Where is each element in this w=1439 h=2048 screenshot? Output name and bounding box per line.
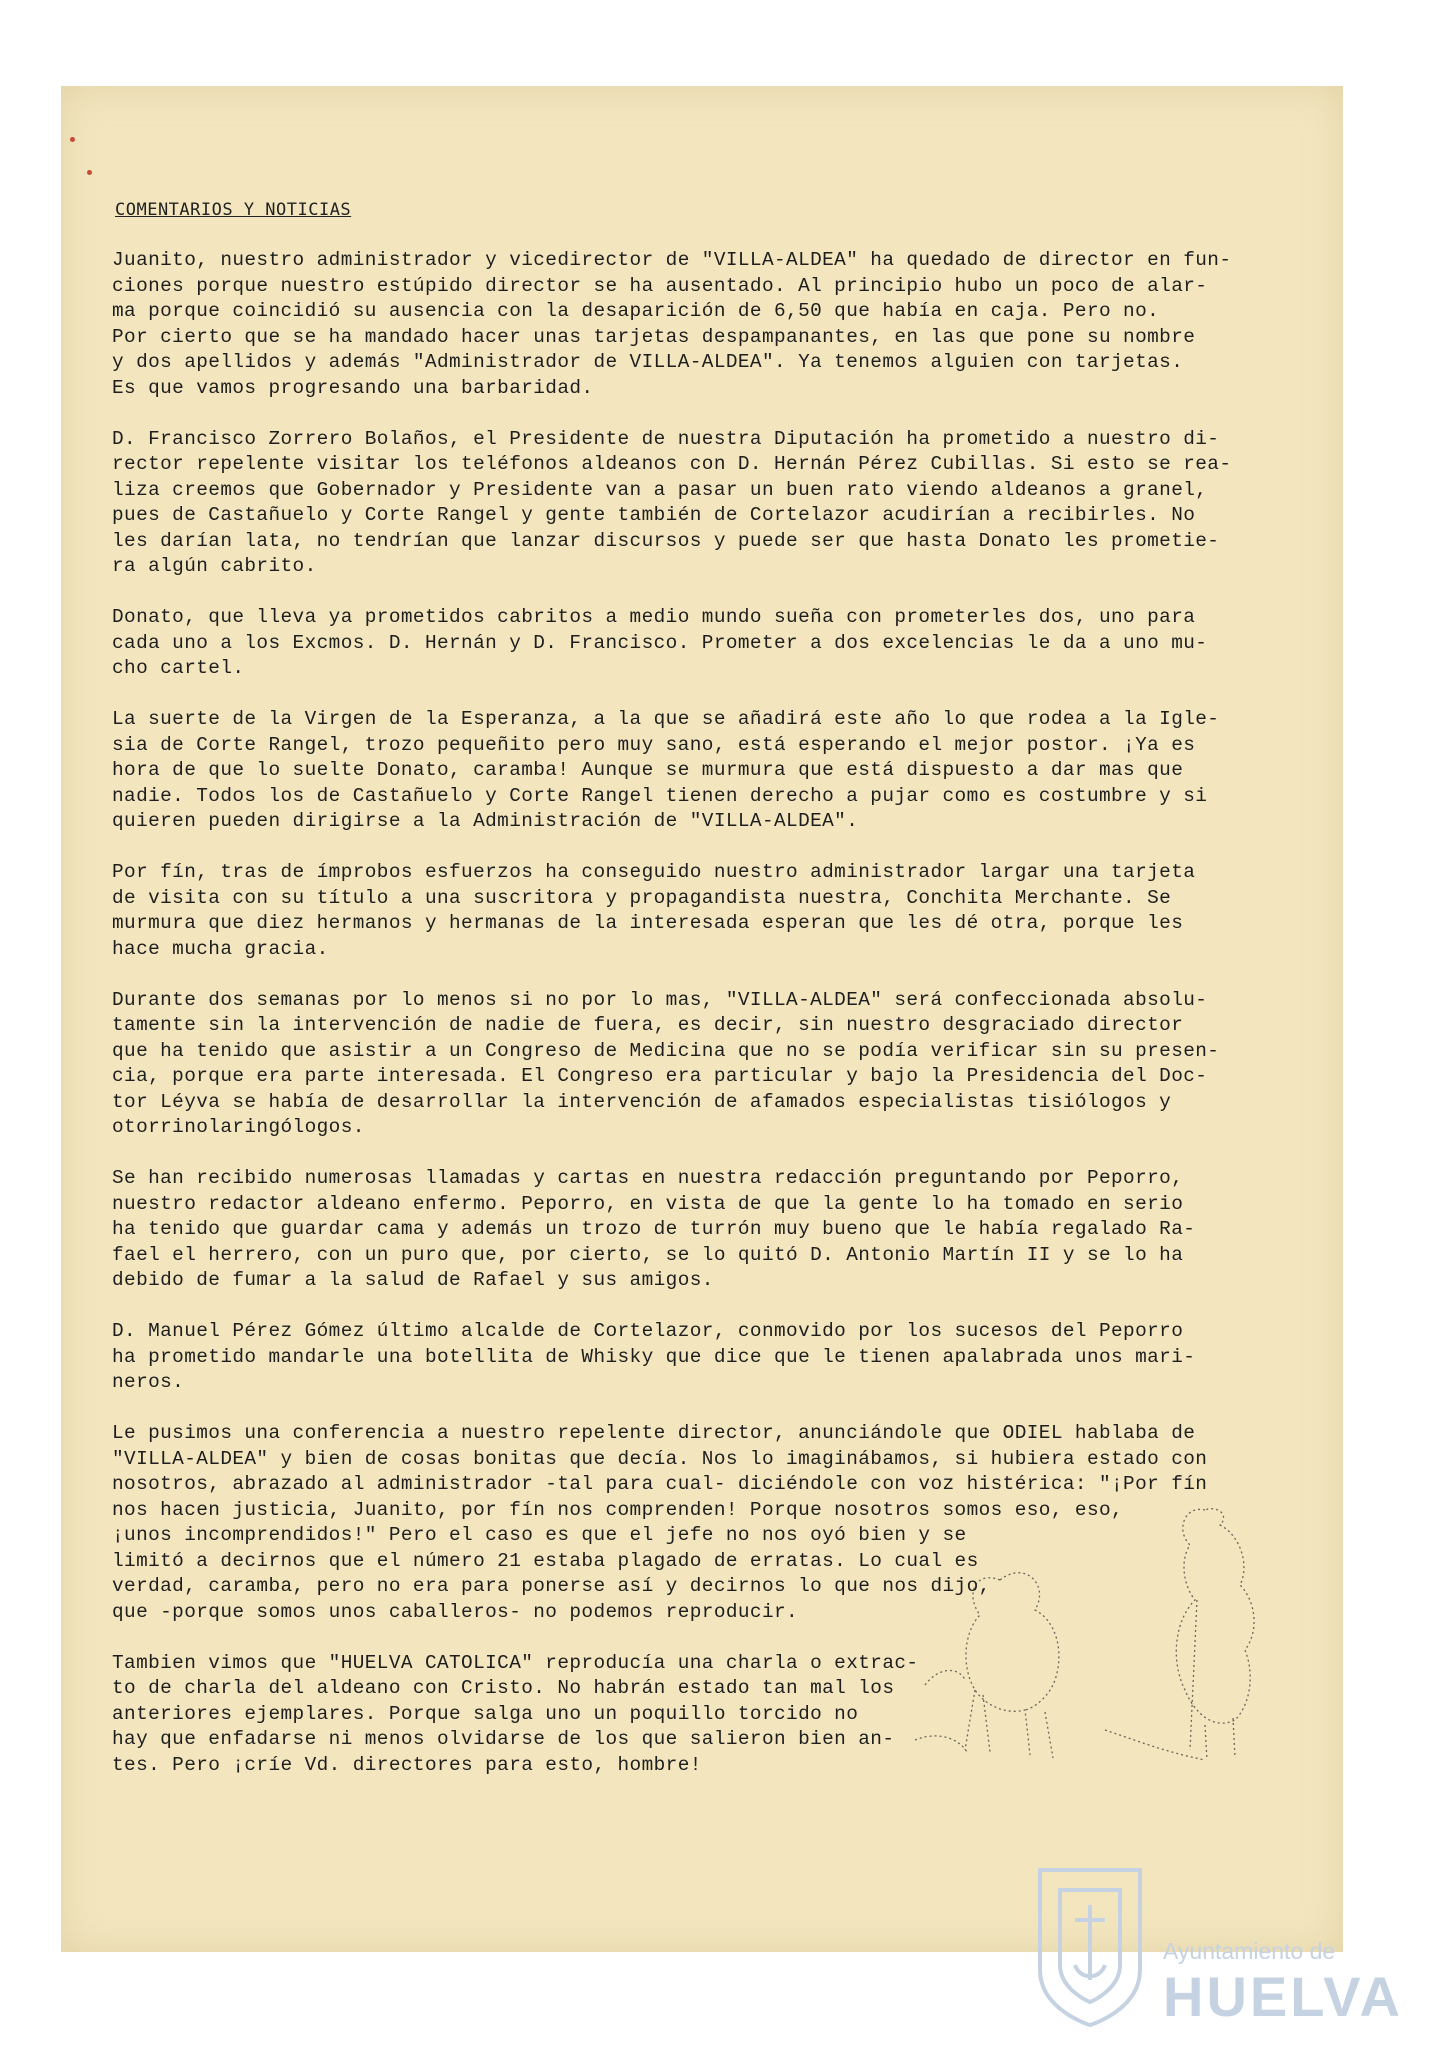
text-line: ha tenido que guardar cama y además un trozo de turrón muy bueno que le había regalado Ra- (112, 1218, 1196, 1240)
article-paragraph (112, 1319, 1262, 1396)
text-line: pues de Castañuelo y Corte Rangel y gente también de Cortelazor acudirían a recibirles. No (112, 504, 1196, 526)
article-paragraph (112, 427, 1262, 580)
text-line: quieren pueden dirigirse a la Administración de "VILLA-ALDEA". (112, 810, 859, 832)
text-line: ¡unos incomprendidos!" Pero el caso es que el jefe no nos oyó bien y se (112, 1524, 967, 1546)
text-line: limitó a decirnos que el número 21 estaba plagado de erratas. Lo cual es (112, 1549, 979, 1572)
text-line: nadie. Todos los de Castañuelo y Corte Rangel tienen derecho a pujar como es costumbre y si (112, 784, 1208, 807)
text-line: liza creemos que Gobernador y Presidente van a pasar un buen rato viendo aldeanos a granel, (112, 478, 1208, 501)
text-line: murmura que diez hermanos y hermanas de la interesada esperan que les dé otra, porque les (112, 912, 1184, 934)
text-line: nos hacen justicia, Juanito, por fín nos comprenden! Porque nosotros somos eso, eso, (112, 1498, 1124, 1521)
text-line: y dos apellidos y además "Administrador de VILLA-ALDEA". Ya tenemos alguien con tarjetas. (112, 351, 1184, 373)
text-line: cho cartel. (112, 657, 245, 679)
watermark-city: HUELVA (1163, 1965, 1403, 2028)
text-line: Durante dos semanas por lo menos si no por lo mas, "VILLA-ALDEA" será confeccionada absolu- (112, 988, 1208, 1011)
text-line: Por fín, tras de ímprobos esfuerzos ha conseguido nuestro administrador largar una tarjeta (112, 861, 1196, 883)
text-line: anteriores ejemplares. Porque salga uno un poquillo torcido no (112, 1702, 859, 1725)
text-line: Tambien vimos que "HUELVA CATOLICA" reproducía una charla o extrac- (112, 1651, 919, 1674)
text-line: hace mucha gracia. (112, 937, 329, 960)
text-line: hora de que lo suelte Donato, caramba! Aunque se murmura que está dispuesto a dar mas que (112, 759, 1184, 781)
text-line: Es que vamos progresando una barbaridad. (112, 376, 594, 399)
text-line: rector repelente visitar los teléfonos aldeanos con D. Hernán Pérez Cubillas. Si esto se rea- (112, 453, 1232, 475)
text-line: ma porque coincidió su ausencia con la desaparición de 6,50 que había en caja. Pero no. (112, 300, 1160, 322)
page-heading: COMENTARIOS Y NOTICIAS (115, 200, 352, 220)
text-line: tor Léyva se había de desarrollar la intervención de afamados especialistas tisiólogos y (112, 1090, 1172, 1113)
watermark-label: Ayuntamiento de (1163, 1938, 1336, 1964)
article-paragraph (112, 1166, 1262, 1294)
text-line: nuestro redactor aldeano enfermo. Peporro, en vista de que la gente lo ha tomado en serio (112, 1192, 1184, 1215)
text-line: cada uno a los Excmos. D. Hernán y D. Francisco. Prometer a dos excelencias le da a uno mu- (112, 631, 1208, 654)
text-line: to de charla del aldeano con Cristo. No habrán estado tan mal los (112, 1677, 895, 1699)
text-line: Juanito, nuestro administrador y vicedirector de "VILLA-ALDEA" ha quedado de director en fun- (112, 249, 1232, 271)
punch-mark (87, 170, 92, 175)
text-line: otorrinolaringólogos. (112, 1116, 365, 1138)
text-line: tamente sin la intervención de nadie de fuera, es decir, sin nuestro desgraciado director (112, 1014, 1184, 1036)
text-line: que ha tenido que asistir a un Congreso de Medicina que no se podía verificar sin su presen- (112, 1039, 1220, 1062)
text-line: Le pusimos una conferencia a nuestro repelente director, anunciándole que ODIEL hablaba de (112, 1422, 1196, 1444)
text-line: Donato, que lleva ya prometidos cabritos a medio mundo sueña con prometerles dos, uno para (112, 606, 1196, 628)
text-line: de visita con su título a una suscritora y propagandista nuestra, Conchita Merchante. Se (112, 886, 1172, 909)
text-line: nosotros, abrazado al administrador -tal para cual- diciéndole con voz histérica: "¡Por fín (112, 1473, 1208, 1495)
text-line: les darían lata, no tendrían que lanzar discursos y puede ser que hasta Donato les prometie- (112, 529, 1220, 552)
text-line: ciones porque nuestro estúpido director se ha ausentado. Al principio hubo un poco de alar- (112, 274, 1208, 297)
text-line: Se han recibido numerosas llamadas y cartas en nuestra redacción preguntando por Peporro, (112, 1167, 1184, 1189)
text-line: "VILLA-ALDEA" y bien de cosas bonitas que decía. Nos lo imaginábamos, si hubiera estado con (112, 1447, 1208, 1470)
text-line: cia, porque era parte interesada. El Congreso era particular y bajo la Presidencia del Doc- (112, 1065, 1208, 1087)
article-paragraph (112, 248, 1262, 401)
text-line: neros. (112, 1371, 185, 1393)
text-line: fael el herrero, con un puro que, por cierto, se lo quitó D. Antonio Martín II y se lo ha (112, 1243, 1184, 1266)
article-paragraph (112, 605, 1262, 682)
text-line: sia de Corte Rangel, trozo pequeñito pero muy sano, está esperando el mejor postor. ¡Ya es (112, 733, 1196, 756)
text-line: hay que enfadarse ni menos olvidarse de los que salieron bien an- (112, 1728, 895, 1750)
text-line: ra algún cabrito. (112, 555, 317, 577)
text-line: que -porque somos unos caballeros- no podemos reproducir. (112, 1600, 799, 1623)
text-line: D. Francisco Zorrero Bolaños, el Presidente de nuestra Diputación ha prometido a nuestro di- (112, 427, 1220, 450)
text-line: ha prometido mandarle una botellita de Whisky que dice que le tienen apalabrada unos mari- (112, 1345, 1196, 1368)
text-line: Por cierto que se ha mandado hacer unas tarjetas despampanantes, en las que pone su nombre (112, 325, 1196, 348)
punch-mark (70, 137, 75, 142)
text-line: tes. Pero ¡críe Vd. directores para esto, hombre! (112, 1753, 702, 1776)
article-paragraph (112, 707, 1262, 835)
sheep-sketch-drawing (905, 1490, 1285, 1870)
text-line: debido de fumar a la salud de Rafael y sus amigos. (112, 1269, 714, 1291)
article-paragraph (112, 860, 1262, 962)
text-line: D. Manuel Pérez Gómez último alcalde de Cortelazor, conmovido por los sucesos del Peporro (112, 1320, 1184, 1342)
text-line: La suerte de la Virgen de la Esperanza, a la que se añadirá este año lo que rodea a la Igle- (112, 708, 1220, 730)
article-paragraph (112, 988, 1262, 1141)
text-line: verdad, caramba, pero no era para ponerse así y decirnos lo que nos dijo, (112, 1575, 991, 1597)
